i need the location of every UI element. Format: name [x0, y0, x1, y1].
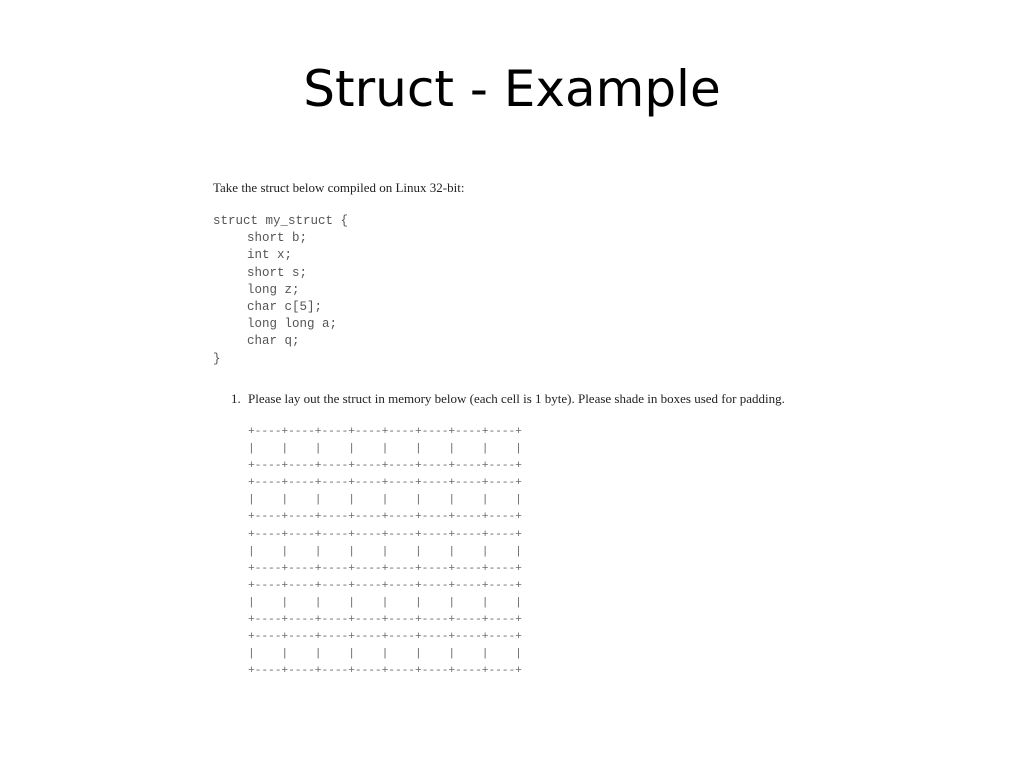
grid-line: | | | | | | | | |: [248, 545, 522, 558]
grid-line: +----+----+----+----+----+----+----+----+: [248, 511, 522, 524]
grid-line: | | | | | | | | |: [248, 648, 522, 661]
grid-line: +----+----+----+----+----+----+----+----+: [248, 426, 522, 438]
grid-line: +----+----+----+----+----+----+----+----+: [248, 528, 522, 541]
code-line: short s;: [247, 265, 308, 280]
grid-line: +----+----+----+----+----+----+----+----+: [248, 460, 522, 473]
question-item: [231, 391, 785, 407]
code-line: }: [213, 351, 221, 366]
code-line: long z;: [247, 282, 300, 297]
memory-layout-grid: [248, 424, 522, 680]
question-text: Please lay out the struct in memory below (each cell is 1 byte). Please shade in boxes used for padding.: [248, 391, 785, 406]
grid-line: | | | | | | | | |: [248, 596, 522, 609]
grid-line: | | | | | | | | |: [248, 443, 522, 456]
grid-line: +----+----+----+----+----+----+----+----+: [248, 477, 522, 490]
code-line: struct my_struct {: [213, 214, 349, 228]
grid-line: +----+----+----+----+----+----+----+----+: [248, 665, 522, 678]
code-line: short b;: [247, 231, 308, 246]
code-line: char q;: [247, 334, 300, 349]
grid-line: +----+----+----+----+----+----+----+----+: [248, 631, 522, 644]
grid-line: +----+----+----+----+----+----+----+----+: [248, 562, 522, 575]
intro-text: Take the struct below compiled on Linux 32-bit:: [213, 180, 465, 195]
question-number: 1.: [231, 391, 241, 406]
grid-line: | | | | | | | | |: [248, 494, 522, 507]
struct-code-block: [213, 213, 348, 368]
grid-line: +----+----+----+----+----+----+----+----+: [248, 579, 522, 592]
code-line: char c[5];: [247, 300, 323, 315]
slide-title: Struct - Example: [303, 60, 721, 118]
grid-line: +----+----+----+----+----+----+----+----+: [248, 614, 522, 627]
code-line: int x;: [247, 248, 293, 263]
code-line: long long a;: [247, 317, 338, 332]
